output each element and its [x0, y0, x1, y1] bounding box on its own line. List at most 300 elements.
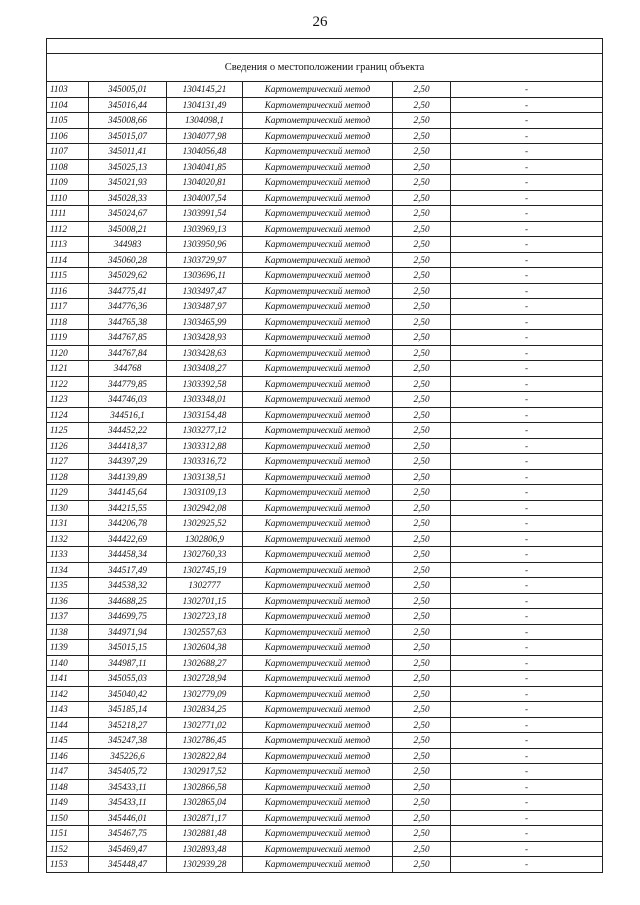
y-coordinate-cell: 1303348,01: [167, 392, 243, 408]
description-cell: -: [451, 671, 603, 687]
y-coordinate-cell: 1302728,94: [167, 671, 243, 687]
description-cell: -: [451, 128, 603, 144]
x-coordinate-cell: 345008,66: [89, 113, 167, 129]
point-number-cell: 1143: [47, 702, 89, 718]
y-coordinate-cell: 1302865,04: [167, 795, 243, 811]
table-row: [47, 779, 603, 795]
accuracy-cell: 2,50: [393, 237, 451, 253]
x-coordinate-cell: 345467,75: [89, 826, 167, 842]
x-coordinate-cell: 344397,29: [89, 454, 167, 470]
method-cell: Картометрический метод: [243, 578, 393, 594]
x-coordinate-cell: 344767,85: [89, 330, 167, 346]
y-coordinate-cell: 1302701,15: [167, 593, 243, 609]
table-row: [47, 717, 603, 733]
table-row: [47, 593, 603, 609]
point-number-cell: 1122: [47, 376, 89, 392]
x-coordinate-cell: 344206,78: [89, 516, 167, 532]
point-number-cell: 1113: [47, 237, 89, 253]
table-row: [47, 190, 603, 206]
accuracy-cell: 2,50: [393, 175, 451, 191]
method-cell: Картометрический метод: [243, 376, 393, 392]
method-cell: Картометрический метод: [243, 128, 393, 144]
point-number-cell: 1145: [47, 733, 89, 749]
accuracy-cell: 2,50: [393, 345, 451, 361]
description-cell: -: [451, 82, 603, 98]
accuracy-cell: 2,50: [393, 686, 451, 702]
table-row: [47, 562, 603, 578]
description-cell: -: [451, 314, 603, 330]
method-cell: Картометрический метод: [243, 717, 393, 733]
accuracy-cell: 2,50: [393, 82, 451, 98]
method-cell: Картометрический метод: [243, 237, 393, 253]
y-coordinate-cell: 1302760,33: [167, 547, 243, 563]
description-cell: -: [451, 407, 603, 423]
method-cell: Картометрический метод: [243, 624, 393, 640]
description-cell: -: [451, 826, 603, 842]
point-number-cell: 1131: [47, 516, 89, 532]
table-row: [47, 144, 603, 160]
description-cell: -: [451, 423, 603, 439]
table-row: [47, 407, 603, 423]
table-row: [47, 376, 603, 392]
point-number-cell: 1103: [47, 82, 89, 98]
description-cell: -: [451, 438, 603, 454]
table-row: [47, 268, 603, 284]
method-cell: Картометрический метод: [243, 686, 393, 702]
description-cell: -: [451, 97, 603, 113]
x-coordinate-cell: 345025,13: [89, 159, 167, 175]
point-number-cell: 1149: [47, 795, 89, 811]
method-cell: Картометрический метод: [243, 702, 393, 718]
table-row: [47, 299, 603, 315]
table-row: [47, 206, 603, 222]
point-number-cell: 1144: [47, 717, 89, 733]
y-coordinate-cell: 1303392,58: [167, 376, 243, 392]
description-cell: -: [451, 547, 603, 563]
x-coordinate-cell: 344987,11: [89, 655, 167, 671]
x-coordinate-cell: 345433,11: [89, 795, 167, 811]
table-row: [47, 128, 603, 144]
point-number-cell: 1136: [47, 593, 89, 609]
x-coordinate-cell: 344767,84: [89, 345, 167, 361]
point-number-cell: 1105: [47, 113, 89, 129]
point-number-cell: 1146: [47, 748, 89, 764]
table-row: [47, 764, 603, 780]
point-number-cell: 1125: [47, 423, 89, 439]
table-row: [47, 283, 603, 299]
x-coordinate-cell: 345060,28: [89, 252, 167, 268]
accuracy-cell: 2,50: [393, 407, 451, 423]
x-coordinate-cell: 345021,93: [89, 175, 167, 191]
method-cell: Картометрический метод: [243, 485, 393, 501]
description-cell: -: [451, 206, 603, 222]
accuracy-cell: 2,50: [393, 159, 451, 175]
y-coordinate-cell: 1302557,63: [167, 624, 243, 640]
x-coordinate-cell: 345016,44: [89, 97, 167, 113]
method-cell: Картометрический метод: [243, 500, 393, 516]
accuracy-cell: 2,50: [393, 717, 451, 733]
accuracy-cell: 2,50: [393, 500, 451, 516]
method-cell: Картометрический метод: [243, 764, 393, 780]
table-row: [47, 314, 603, 330]
method-cell: Картометрический метод: [243, 144, 393, 160]
accuracy-cell: 2,50: [393, 392, 451, 408]
table-caption-row: [47, 39, 603, 54]
accuracy-cell: 2,50: [393, 376, 451, 392]
point-number-cell: 1147: [47, 764, 89, 780]
y-coordinate-cell: 1302866,58: [167, 779, 243, 795]
y-coordinate-cell: 1303696,11: [167, 268, 243, 284]
point-number-cell: 1110: [47, 190, 89, 206]
x-coordinate-cell: 344418,37: [89, 438, 167, 454]
method-cell: Картометрический метод: [243, 299, 393, 315]
x-coordinate-cell: 345185,14: [89, 702, 167, 718]
x-coordinate-cell: 345448,47: [89, 857, 167, 873]
table-row: [47, 485, 603, 501]
method-cell: Картометрический метод: [243, 733, 393, 749]
accuracy-cell: 2,50: [393, 485, 451, 501]
table-row: [47, 826, 603, 842]
y-coordinate-cell: 1302604,38: [167, 640, 243, 656]
table-row: [47, 159, 603, 175]
x-coordinate-cell: 344971,94: [89, 624, 167, 640]
boundary-table: [46, 38, 603, 873]
description-cell: -: [451, 330, 603, 346]
description-cell: -: [451, 857, 603, 873]
description-cell: -: [451, 655, 603, 671]
method-cell: Картометрический метод: [243, 640, 393, 656]
method-cell: Картометрический метод: [243, 795, 393, 811]
point-number-cell: 1121: [47, 361, 89, 377]
accuracy-cell: 2,50: [393, 190, 451, 206]
y-coordinate-cell: 1303487,97: [167, 299, 243, 315]
x-coordinate-cell: 344779,85: [89, 376, 167, 392]
y-coordinate-cell: 1302917,52: [167, 764, 243, 780]
description-cell: -: [451, 764, 603, 780]
method-cell: Картометрический метод: [243, 206, 393, 222]
method-cell: Картометрический метод: [243, 159, 393, 175]
y-coordinate-cell: 1302871,17: [167, 810, 243, 826]
accuracy-cell: 2,50: [393, 438, 451, 454]
accuracy-cell: 2,50: [393, 128, 451, 144]
accuracy-cell: 2,50: [393, 593, 451, 609]
point-number-cell: 1130: [47, 500, 89, 516]
description-cell: -: [451, 454, 603, 470]
x-coordinate-cell: 345024,67: [89, 206, 167, 222]
table-row: [47, 82, 603, 98]
y-coordinate-cell: 1303428,93: [167, 330, 243, 346]
y-coordinate-cell: 1302822,84: [167, 748, 243, 764]
table-row: [47, 330, 603, 346]
x-coordinate-cell: 345405,72: [89, 764, 167, 780]
y-coordinate-cell: 1303465,99: [167, 314, 243, 330]
accuracy-cell: 2,50: [393, 469, 451, 485]
x-coordinate-cell: 344145,64: [89, 485, 167, 501]
point-number-cell: 1123: [47, 392, 89, 408]
y-coordinate-cell: 1304020,81: [167, 175, 243, 191]
point-number-cell: 1118: [47, 314, 89, 330]
method-cell: Картометрический метод: [243, 748, 393, 764]
table-row: [47, 454, 603, 470]
table-row: [47, 237, 603, 253]
y-coordinate-cell: 1302942,08: [167, 500, 243, 516]
accuracy-cell: 2,50: [393, 655, 451, 671]
accuracy-cell: 2,50: [393, 578, 451, 594]
y-coordinate-cell: 1303991,54: [167, 206, 243, 222]
table-row: [47, 578, 603, 594]
description-cell: -: [451, 578, 603, 594]
x-coordinate-cell: 344215,55: [89, 500, 167, 516]
point-number-cell: 1112: [47, 221, 89, 237]
method-cell: Картометрический метод: [243, 190, 393, 206]
description-cell: -: [451, 593, 603, 609]
accuracy-cell: 2,50: [393, 361, 451, 377]
method-cell: Картометрический метод: [243, 438, 393, 454]
point-number-cell: 1151: [47, 826, 89, 842]
y-coordinate-cell: 1302723,18: [167, 609, 243, 625]
accuracy-cell: 2,50: [393, 221, 451, 237]
point-number-cell: 1138: [47, 624, 89, 640]
point-number-cell: 1129: [47, 485, 89, 501]
description-cell: -: [451, 733, 603, 749]
description-cell: -: [451, 144, 603, 160]
table-row: [47, 547, 603, 563]
description-cell: -: [451, 717, 603, 733]
x-coordinate-cell: 344538,32: [89, 578, 167, 594]
table-body: [47, 82, 603, 873]
table-row: [47, 655, 603, 671]
point-number-cell: 1153: [47, 857, 89, 873]
accuracy-cell: 2,50: [393, 640, 451, 656]
method-cell: Картометрический метод: [243, 423, 393, 439]
description-cell: -: [451, 500, 603, 516]
point-number-cell: 1132: [47, 531, 89, 547]
table-row: [47, 516, 603, 532]
y-coordinate-cell: 1303109,13: [167, 485, 243, 501]
y-coordinate-cell: 1302786,45: [167, 733, 243, 749]
method-cell: Картометрический метод: [243, 593, 393, 609]
point-number-cell: 1133: [47, 547, 89, 563]
method-cell: Картометрический метод: [243, 609, 393, 625]
accuracy-cell: 2,50: [393, 113, 451, 129]
table-row: [47, 795, 603, 811]
x-coordinate-cell: 345226,6: [89, 748, 167, 764]
x-coordinate-cell: 345247,38: [89, 733, 167, 749]
x-coordinate-cell: 345011,41: [89, 144, 167, 160]
description-cell: -: [451, 531, 603, 547]
table-row: [47, 857, 603, 873]
table-row: [47, 97, 603, 113]
x-coordinate-cell: 344516,1: [89, 407, 167, 423]
y-coordinate-cell: 1303277,12: [167, 423, 243, 439]
x-coordinate-cell: 344699,75: [89, 609, 167, 625]
point-number-cell: 1107: [47, 144, 89, 160]
accuracy-cell: 2,50: [393, 97, 451, 113]
point-number-cell: 1117: [47, 299, 89, 315]
y-coordinate-cell: 1302688,27: [167, 655, 243, 671]
table-row: [47, 361, 603, 377]
point-number-cell: 1128: [47, 469, 89, 485]
accuracy-cell: 2,50: [393, 516, 451, 532]
y-coordinate-cell: 1304131,49: [167, 97, 243, 113]
point-number-cell: 1104: [47, 97, 89, 113]
description-cell: -: [451, 283, 603, 299]
y-coordinate-cell: 1303154,48: [167, 407, 243, 423]
method-cell: Картометрический метод: [243, 469, 393, 485]
description-cell: -: [451, 237, 603, 253]
method-cell: Картометрический метод: [243, 671, 393, 687]
description-cell: -: [451, 392, 603, 408]
method-cell: Картометрический метод: [243, 562, 393, 578]
table-row: [47, 810, 603, 826]
table-row: [47, 748, 603, 764]
point-number-cell: 1111: [47, 206, 89, 222]
y-coordinate-cell: 1303138,51: [167, 469, 243, 485]
description-cell: -: [451, 469, 603, 485]
method-cell: Картометрический метод: [243, 330, 393, 346]
y-coordinate-cell: 1304007,54: [167, 190, 243, 206]
x-coordinate-cell: 345005,01: [89, 82, 167, 98]
table-row: [47, 423, 603, 439]
description-cell: -: [451, 113, 603, 129]
accuracy-cell: 2,50: [393, 562, 451, 578]
point-number-cell: 1137: [47, 609, 89, 625]
x-coordinate-cell: 344452,22: [89, 423, 167, 439]
accuracy-cell: 2,50: [393, 299, 451, 315]
table-title-row: [47, 54, 603, 82]
y-coordinate-cell: 1303312,88: [167, 438, 243, 454]
page-number: 26: [312, 14, 328, 30]
x-coordinate-cell: 345469,47: [89, 841, 167, 857]
method-cell: Картометрический метод: [243, 268, 393, 284]
point-number-cell: 1109: [47, 175, 89, 191]
point-number-cell: 1134: [47, 562, 89, 578]
point-number-cell: 1106: [47, 128, 89, 144]
accuracy-cell: 2,50: [393, 841, 451, 857]
accuracy-cell: 2,50: [393, 826, 451, 842]
accuracy-cell: 2,50: [393, 764, 451, 780]
x-coordinate-cell: 345015,15: [89, 640, 167, 656]
x-coordinate-cell: 344775,41: [89, 283, 167, 299]
x-coordinate-cell: 344422,69: [89, 531, 167, 547]
y-coordinate-cell: 1302939,28: [167, 857, 243, 873]
y-coordinate-cell: 1304041,85: [167, 159, 243, 175]
y-coordinate-cell: 1302893,48: [167, 841, 243, 857]
description-cell: -: [451, 159, 603, 175]
accuracy-cell: 2,50: [393, 733, 451, 749]
point-number-cell: 1120: [47, 345, 89, 361]
accuracy-cell: 2,50: [393, 547, 451, 563]
x-coordinate-cell: 345446,01: [89, 810, 167, 826]
description-cell: -: [451, 268, 603, 284]
x-coordinate-cell: 344458,34: [89, 547, 167, 563]
y-coordinate-cell: 1302881,48: [167, 826, 243, 842]
accuracy-cell: 2,50: [393, 531, 451, 547]
y-coordinate-cell: 1302777: [167, 578, 243, 594]
point-number-cell: 1127: [47, 454, 89, 470]
method-cell: Картометрический метод: [243, 841, 393, 857]
y-coordinate-cell: 1303316,72: [167, 454, 243, 470]
accuracy-cell: 2,50: [393, 779, 451, 795]
table-row: [47, 686, 603, 702]
accuracy-cell: 2,50: [393, 609, 451, 625]
table-title: Сведения о местоположении границ объекта: [47, 54, 603, 82]
accuracy-cell: 2,50: [393, 624, 451, 640]
description-cell: -: [451, 748, 603, 764]
point-number-cell: 1150: [47, 810, 89, 826]
description-cell: -: [451, 376, 603, 392]
x-coordinate-cell: 344517,49: [89, 562, 167, 578]
method-cell: Картометрический метод: [243, 345, 393, 361]
y-coordinate-cell: 1302925,52: [167, 516, 243, 532]
method-cell: Картометрический метод: [243, 314, 393, 330]
table-row: [47, 469, 603, 485]
y-coordinate-cell: 1303497,47: [167, 283, 243, 299]
method-cell: Картометрический метод: [243, 283, 393, 299]
point-number-cell: 1139: [47, 640, 89, 656]
table-row: [47, 702, 603, 718]
y-coordinate-cell: 1302806,9: [167, 531, 243, 547]
x-coordinate-cell: 344776,36: [89, 299, 167, 315]
description-cell: -: [451, 516, 603, 532]
description-cell: -: [451, 252, 603, 268]
description-cell: -: [451, 361, 603, 377]
x-coordinate-cell: 345055,03: [89, 671, 167, 687]
method-cell: Картометрический метод: [243, 82, 393, 98]
y-coordinate-cell: 1304098,1: [167, 113, 243, 129]
method-cell: Картометрический метод: [243, 97, 393, 113]
x-coordinate-cell: 345008,21: [89, 221, 167, 237]
y-coordinate-cell: 1302834,25: [167, 702, 243, 718]
method-cell: Картометрический метод: [243, 392, 393, 408]
description-cell: -: [451, 609, 603, 625]
x-coordinate-cell: 344768: [89, 361, 167, 377]
accuracy-cell: 2,50: [393, 330, 451, 346]
y-coordinate-cell: 1303950,96: [167, 237, 243, 253]
description-cell: -: [451, 640, 603, 656]
point-number-cell: 1124: [47, 407, 89, 423]
table-row: [47, 221, 603, 237]
point-number-cell: 1108: [47, 159, 89, 175]
description-cell: -: [451, 795, 603, 811]
description-cell: -: [451, 221, 603, 237]
x-coordinate-cell: 344746,03: [89, 392, 167, 408]
point-number-cell: 1140: [47, 655, 89, 671]
table-row: [47, 609, 603, 625]
point-number-cell: 1135: [47, 578, 89, 594]
y-coordinate-cell: 1302745,19: [167, 562, 243, 578]
point-number-cell: 1142: [47, 686, 89, 702]
method-cell: Картометрический метод: [243, 516, 393, 532]
method-cell: Картометрический метод: [243, 826, 393, 842]
accuracy-cell: 2,50: [393, 795, 451, 811]
method-cell: Картометрический метод: [243, 454, 393, 470]
y-coordinate-cell: 1303729,97: [167, 252, 243, 268]
y-coordinate-cell: 1302779,09: [167, 686, 243, 702]
x-coordinate-cell: 344688,25: [89, 593, 167, 609]
table-row: [47, 252, 603, 268]
table-row: [47, 113, 603, 129]
point-number-cell: 1141: [47, 671, 89, 687]
method-cell: Картометрический метод: [243, 531, 393, 547]
table-row: [47, 841, 603, 857]
method-cell: Картометрический метод: [243, 252, 393, 268]
table-row: [47, 671, 603, 687]
table-row: [47, 392, 603, 408]
accuracy-cell: 2,50: [393, 702, 451, 718]
description-cell: -: [451, 779, 603, 795]
point-number-cell: 1115: [47, 268, 89, 284]
